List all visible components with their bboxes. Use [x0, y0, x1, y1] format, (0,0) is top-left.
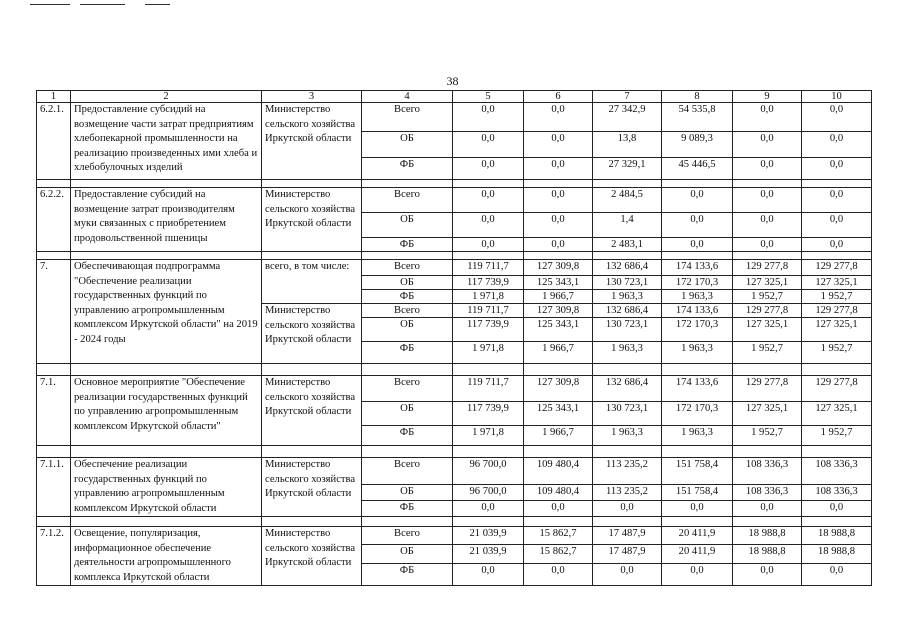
amount-cell: 117 739,9 [453, 318, 524, 342]
amount-cell: 0,0 [802, 132, 872, 158]
gap-cell [662, 517, 733, 527]
amount-cell: 174 133,6 [662, 304, 733, 318]
amount-cell: 151 758,4 [662, 484, 733, 501]
amount-cell: 1 963,3 [662, 426, 733, 446]
amount-cell: 0,0 [802, 158, 872, 180]
amount-cell: 96 700,0 [453, 458, 524, 485]
amount-cell: 0,0 [524, 501, 593, 517]
funding-source: ФБ [362, 290, 453, 304]
amount-cell: 0,0 [524, 158, 593, 180]
top-scan-marks [0, 4, 200, 6]
gap-cell [71, 364, 262, 376]
amount-cell: 125 343,1 [524, 276, 593, 290]
amount-cell: 127 309,8 [524, 376, 593, 402]
amount-cell: 151 758,4 [662, 458, 733, 485]
amount-cell: 0,0 [524, 213, 593, 238]
column-number: 10 [802, 91, 872, 103]
column-number: 5 [453, 91, 524, 103]
amount-cell: 27 329,1 [593, 158, 662, 180]
amount-cell: 127 325,1 [733, 402, 802, 426]
funding-source: ФБ [362, 501, 453, 517]
amount-cell: 0,0 [453, 501, 524, 517]
amount-cell: 0,0 [733, 563, 802, 585]
funding-source: Всего [362, 103, 453, 132]
amount-cell: 113 235,2 [593, 458, 662, 485]
amount-cell: 172 170,3 [662, 318, 733, 342]
amount-cell: 129 277,8 [802, 304, 872, 318]
row-code: 6.2.2. [37, 188, 71, 252]
gap-cell [262, 364, 362, 376]
amount-cell: 0,0 [453, 158, 524, 180]
amount-cell: 127 325,1 [802, 318, 872, 342]
amount-cell: 0,0 [802, 563, 872, 585]
amount-cell: 54 535,8 [662, 103, 733, 132]
table-row [37, 188, 872, 213]
gap-cell [362, 517, 453, 527]
row-code: 7.1. [37, 376, 71, 446]
gap-cell [593, 364, 662, 376]
funding-source: Всего [362, 458, 453, 485]
amount-cell: 125 343,1 [524, 402, 593, 426]
amount-cell: 109 480,4 [524, 458, 593, 485]
amount-cell: 1 966,7 [524, 290, 593, 304]
amount-cell: 0,0 [453, 238, 524, 252]
amount-cell: 174 133,6 [662, 260, 733, 276]
gap-cell [524, 517, 593, 527]
gap-cell [37, 446, 71, 458]
row-code: 7.1.1. [37, 458, 71, 517]
amount-cell: 127 325,1 [802, 402, 872, 426]
gap-cell [524, 180, 593, 188]
amount-cell: 174 133,6 [662, 376, 733, 402]
amount-cell: 1 952,7 [802, 342, 872, 364]
funding-source: Всего [362, 304, 453, 318]
amount-cell: 0,0 [733, 501, 802, 517]
gap-cell [524, 252, 593, 260]
amount-cell: 0,0 [524, 188, 593, 213]
funding-source: ОБ [362, 484, 453, 501]
amount-cell: 1 963,3 [662, 342, 733, 364]
amount-cell: 108 336,3 [802, 484, 872, 501]
amount-cell: 0,0 [524, 132, 593, 158]
column-number: 3 [262, 91, 362, 103]
amount-cell: 1 952,7 [802, 290, 872, 304]
amount-cell: 0,0 [524, 563, 593, 585]
amount-cell: 108 336,3 [733, 458, 802, 485]
amount-cell: 0,0 [733, 132, 802, 158]
amount-cell: 1 966,7 [524, 426, 593, 446]
row-code: 6.2.1. [37, 103, 71, 180]
amount-cell: 0,0 [662, 238, 733, 252]
amount-cell: 45 446,5 [662, 158, 733, 180]
row-name: Обеспечивающая подпрограмма "Обеспечение реализации государственных функций по управлению агропромышленным комплексом Иркутской области" на 2019 - 2024 годы [71, 260, 262, 364]
amount-cell: 0,0 [453, 132, 524, 158]
amount-cell: 18 988,8 [733, 527, 802, 545]
gap-cell [262, 517, 362, 527]
gap-cell [262, 180, 362, 188]
gap-cell [733, 180, 802, 188]
amount-cell: 172 170,3 [662, 402, 733, 426]
row-name: Предоставление субсидий на возмещение части затрат предприятиям хлебопекарной промышленности на реализацию произведенных ими хлеба и хлебобулочных изделий [71, 103, 262, 180]
funding-source: ФБ [362, 426, 453, 446]
gap-cell [802, 364, 872, 376]
gap-cell [362, 364, 453, 376]
gap-cell [802, 252, 872, 260]
amount-cell: 0,0 [453, 188, 524, 213]
gap-cell [662, 446, 733, 458]
amount-cell: 0,0 [593, 501, 662, 517]
row-executor: Министерство сельского хозяйства Иркутской области [262, 458, 362, 517]
row-gap [37, 517, 872, 527]
amount-cell: 117 739,9 [453, 402, 524, 426]
amount-cell: 0,0 [453, 213, 524, 238]
amount-cell: 18 988,8 [802, 545, 872, 563]
row-gap [37, 364, 872, 376]
amount-cell: 129 277,8 [733, 376, 802, 402]
gap-cell [362, 180, 453, 188]
row-code: 7. [37, 260, 71, 364]
amount-cell: 1 963,3 [593, 342, 662, 364]
row-name: Основное мероприятие "Обеспечение реализации государственных функций по управлению агропромышленным комплексом Иркутской области" [71, 376, 262, 446]
funding-source: ФБ [362, 238, 453, 252]
gap-cell [802, 517, 872, 527]
amount-cell: 0,0 [733, 158, 802, 180]
gap-cell [733, 252, 802, 260]
amount-cell: 130 723,1 [593, 318, 662, 342]
gap-cell [71, 517, 262, 527]
column-number: 4 [362, 91, 453, 103]
funding-source: Всего [362, 260, 453, 276]
gap-cell [593, 517, 662, 527]
gap-cell [662, 252, 733, 260]
row-executor: Министерство сельского хозяйства Иркутской области [262, 188, 362, 252]
amount-cell: 127 325,1 [733, 318, 802, 342]
amount-cell: 132 686,4 [593, 304, 662, 318]
amount-cell: 1 966,7 [524, 342, 593, 364]
amount-cell: 1 963,3 [662, 290, 733, 304]
amount-cell: 1 971,8 [453, 342, 524, 364]
row-name: Обеспечение реализации государственных функций по управлению агропромышленным комплексом Иркутской области [71, 458, 262, 517]
table-row [37, 103, 872, 132]
gap-cell [262, 446, 362, 458]
gap-cell [662, 364, 733, 376]
amount-cell: 17 487,9 [593, 527, 662, 545]
table-row [37, 376, 872, 402]
amount-cell: 1 952,7 [733, 290, 802, 304]
amount-cell: 15 862,7 [524, 545, 593, 563]
gap-cell [37, 517, 71, 527]
gap-cell [802, 446, 872, 458]
amount-cell: 27 342,9 [593, 103, 662, 132]
amount-cell: 1,4 [593, 213, 662, 238]
gap-cell [71, 446, 262, 458]
funding-source: ФБ [362, 342, 453, 364]
amount-cell: 119 711,7 [453, 260, 524, 276]
gap-cell [71, 252, 262, 260]
amount-cell: 0,0 [802, 501, 872, 517]
amount-cell: 1 952,7 [802, 426, 872, 446]
funding-source: ОБ [362, 276, 453, 290]
amount-cell: 119 711,7 [453, 304, 524, 318]
gap-cell [524, 364, 593, 376]
amount-cell: 0,0 [733, 213, 802, 238]
amount-cell: 1 952,7 [733, 342, 802, 364]
gap-cell [362, 446, 453, 458]
amount-cell: 0,0 [453, 563, 524, 585]
row-name: Предоставление субсидий на возмещение затрат производителям муки связанных с приобретением продовольственной пшеницы [71, 188, 262, 252]
column-number-row [37, 91, 872, 103]
table-row [37, 260, 872, 276]
amount-cell: 9 089,3 [662, 132, 733, 158]
gap-cell [593, 180, 662, 188]
amount-cell: 125 343,1 [524, 318, 593, 342]
gap-cell [37, 364, 71, 376]
gap-cell [733, 364, 802, 376]
amount-cell: 130 723,1 [593, 276, 662, 290]
gap-cell [593, 446, 662, 458]
amount-cell: 13,8 [593, 132, 662, 158]
amount-cell: 129 277,8 [802, 376, 872, 402]
gap-cell [733, 446, 802, 458]
amount-cell: 0,0 [802, 103, 872, 132]
amount-cell: 1 971,8 [453, 290, 524, 304]
amount-cell: 17 487,9 [593, 545, 662, 563]
funding-source: ОБ [362, 213, 453, 238]
row-executor: Министерство сельского хозяйства Иркутской области [262, 103, 362, 180]
column-number: 2 [71, 91, 262, 103]
row-name: Освещение, популяризация, информационное обеспечение деятельности агропромышленного комплекса Иркутской области [71, 527, 262, 586]
funding-source: ФБ [362, 158, 453, 180]
gap-cell [262, 252, 362, 260]
amount-cell: 0,0 [733, 103, 802, 132]
gap-cell [453, 446, 524, 458]
amount-cell: 117 739,9 [453, 276, 524, 290]
funding-source: ОБ [362, 318, 453, 342]
amount-cell: 129 277,8 [802, 260, 872, 276]
table-body [37, 91, 872, 586]
row-code: 7.1.2. [37, 527, 71, 586]
amount-cell: 0,0 [593, 563, 662, 585]
amount-cell: 130 723,1 [593, 402, 662, 426]
row-gap [37, 180, 872, 188]
amount-cell: 21 039,9 [453, 527, 524, 545]
gap-cell [37, 252, 71, 260]
amount-cell: 108 336,3 [802, 458, 872, 485]
amount-cell: 129 277,8 [733, 260, 802, 276]
amount-cell: 108 336,3 [733, 484, 802, 501]
amount-cell: 132 686,4 [593, 376, 662, 402]
amount-cell: 0,0 [662, 563, 733, 585]
row-executor: всего, в том числе: [262, 260, 362, 304]
gap-cell [453, 364, 524, 376]
amount-cell: 0,0 [802, 238, 872, 252]
amount-cell: 113 235,2 [593, 484, 662, 501]
amount-cell: 172 170,3 [662, 276, 733, 290]
column-number: 6 [524, 91, 593, 103]
amount-cell: 0,0 [453, 103, 524, 132]
amount-cell: 0,0 [802, 188, 872, 213]
budget-table [36, 90, 872, 586]
amount-cell: 18 988,8 [733, 545, 802, 563]
funding-source: ФБ [362, 563, 453, 585]
funding-source: Всего [362, 376, 453, 402]
gap-cell [802, 180, 872, 188]
amount-cell: 0,0 [802, 213, 872, 238]
funding-source: Всего [362, 527, 453, 545]
amount-cell: 0,0 [662, 501, 733, 517]
amount-cell: 119 711,7 [453, 376, 524, 402]
amount-cell: 20 411,9 [662, 545, 733, 563]
amount-cell: 1 952,7 [733, 426, 802, 446]
gap-cell [37, 180, 71, 188]
amount-cell: 127 325,1 [802, 276, 872, 290]
amount-cell: 18 988,8 [802, 527, 872, 545]
column-number: 9 [733, 91, 802, 103]
page-number: 38 [446, 74, 459, 88]
row-gap [37, 252, 872, 260]
gap-cell [524, 446, 593, 458]
row-executor: Министерство сельского хозяйства Иркутской области [262, 376, 362, 446]
amount-cell: 127 309,8 [524, 260, 593, 276]
amount-cell: 2 483,1 [593, 238, 662, 252]
funding-source: ОБ [362, 402, 453, 426]
row-gap [37, 446, 872, 458]
funding-source: Всего [362, 188, 453, 213]
amount-cell: 0,0 [662, 188, 733, 213]
amount-cell: 21 039,9 [453, 545, 524, 563]
column-number: 7 [593, 91, 662, 103]
funding-source: ОБ [362, 545, 453, 563]
amount-cell: 1 971,8 [453, 426, 524, 446]
amount-cell: 1 963,3 [593, 426, 662, 446]
gap-cell [453, 252, 524, 260]
gap-cell [453, 180, 524, 188]
gap-cell [593, 252, 662, 260]
amount-cell: 0,0 [524, 238, 593, 252]
amount-cell: 20 411,9 [662, 527, 733, 545]
amount-cell: 96 700,0 [453, 484, 524, 501]
amount-cell: 127 325,1 [733, 276, 802, 290]
table-row [37, 458, 872, 485]
gap-cell [362, 252, 453, 260]
amount-cell: 15 862,7 [524, 527, 593, 545]
row-executor: Министерство сельского хозяйства Иркутской области [262, 527, 362, 586]
gap-cell [733, 517, 802, 527]
gap-cell [453, 517, 524, 527]
amount-cell: 0,0 [524, 103, 593, 132]
amount-cell: 2 484,5 [593, 188, 662, 213]
gap-cell [662, 180, 733, 188]
funding-source: ОБ [362, 132, 453, 158]
row-executor: Министерство сельского хозяйства Иркутской области [262, 304, 362, 364]
amount-cell: 0,0 [733, 188, 802, 213]
column-number: 1 [37, 91, 71, 103]
amount-cell: 0,0 [662, 213, 733, 238]
amount-cell: 1 963,3 [593, 290, 662, 304]
amount-cell: 127 309,8 [524, 304, 593, 318]
table-row [37, 527, 872, 545]
amount-cell: 109 480,4 [524, 484, 593, 501]
amount-cell: 132 686,4 [593, 260, 662, 276]
column-number: 8 [662, 91, 733, 103]
amount-cell: 129 277,8 [733, 304, 802, 318]
gap-cell [71, 180, 262, 188]
amount-cell: 0,0 [733, 238, 802, 252]
